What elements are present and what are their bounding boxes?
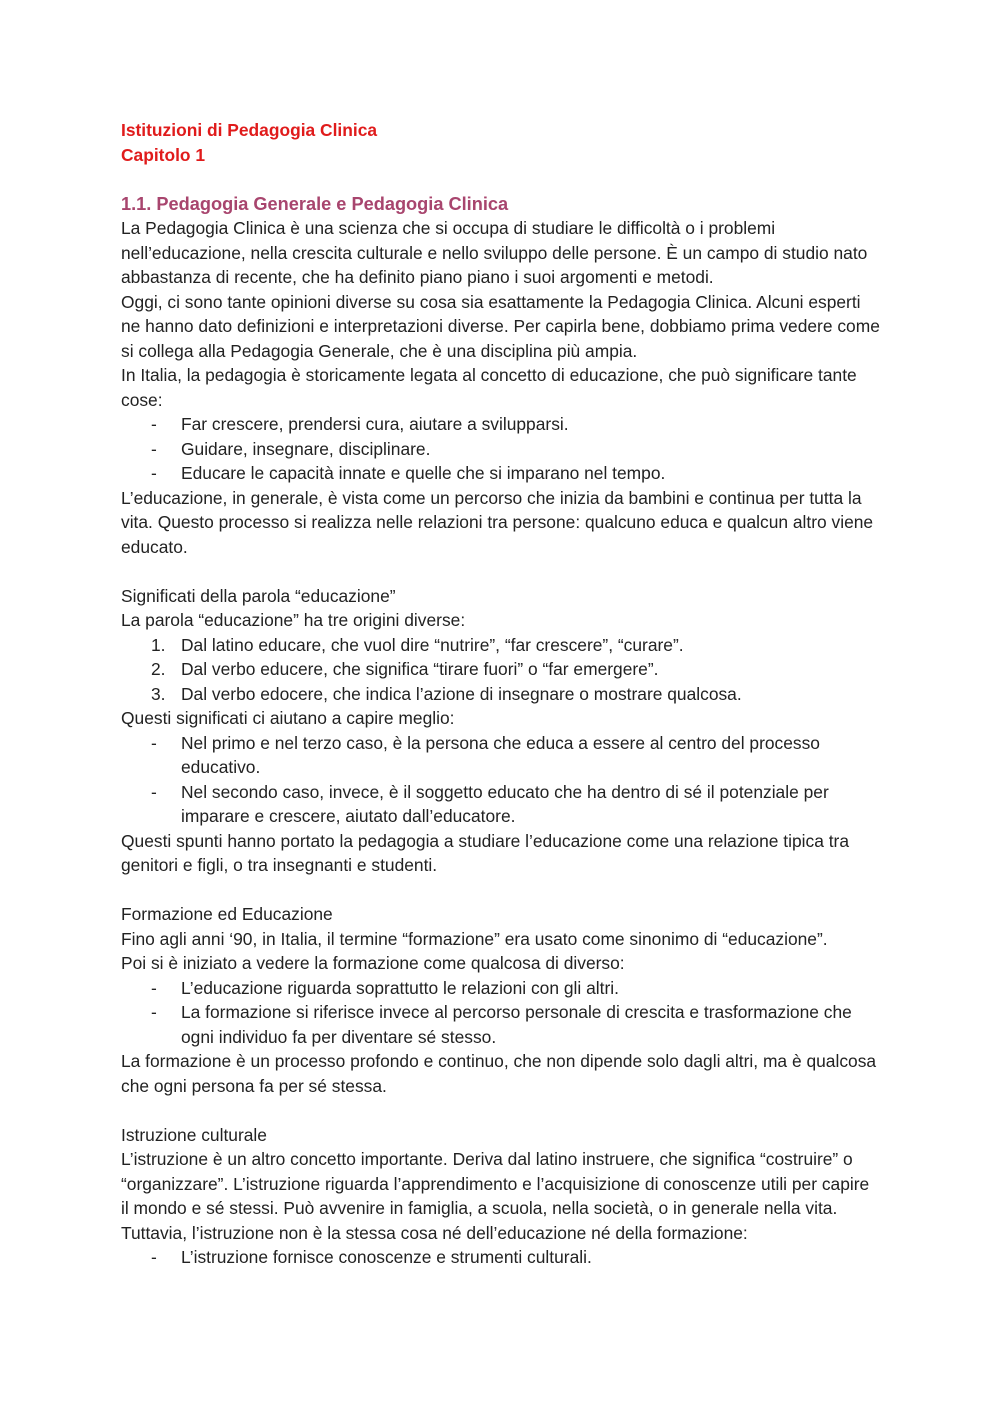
paragraph: La formazione è un processo profondo e continuo, che non dipende solo dagli altri, ma è qualcosa che ogni persona fa per sé stessa. <box>121 1051 877 1096</box>
list-item <box>121 682 880 707</box>
subsection-heading: Istruzione culturale <box>121 1124 267 1145</box>
spacer <box>121 878 880 903</box>
paragraph: Fino agli anni ‘90, in Italia, il termine “formazione” era usato come sinonimo di “educazione”. <box>121 928 828 949</box>
list-item <box>121 657 880 682</box>
list-item <box>121 731 880 780</box>
number-marker: 2. <box>151 659 166 679</box>
list-item <box>121 1245 880 1270</box>
list-item-text: Nel primo e nel terzo caso, è la persona che educa a essere al centro del processo educativo. <box>181 732 820 777</box>
subsection-heading: Significati della parola “educazione” <box>121 585 396 606</box>
bullet-marker: - <box>151 438 157 459</box>
list-item-text: L’educazione riguarda soprattutto le relazioni con gli altri. <box>181 977 619 998</box>
bullet-marker: - <box>151 977 157 998</box>
paragraph: Poi si è iniziato a vedere la formazione come qualcosa di diverso: <box>121 953 625 973</box>
list-item-text: L’istruzione fornisce conoscenze e strumenti culturali. <box>181 1247 592 1267</box>
paragraph: L’istruzione è un altro concetto importante. Deriva dal latino instruere, che significa “costruire” o “organizzare”. L’istruzione riguarda l’apprendimento e l’acquisizione di conoscenze utili per capire il mondo e sé stessi. Può avvenire in famiglia, a scuola, nella società, o in generale nella vita. <box>121 1149 870 1218</box>
spacer <box>121 1098 880 1123</box>
list-item-text: Dal latino educare, che vuol dire “nutrire”, “far crescere”, “curare”. <box>181 634 684 655</box>
bullet-marker: - <box>151 463 157 483</box>
paragraph: L’educazione, in generale, è vista come un percorso che inizia da bambini e continua per tutta la vita. Questo processo si realizza nelle relazioni tra persone: qualcuno educa e qualcun altro viene educato. <box>121 487 874 557</box>
document-title: Istituzioni di Pedagogia Clinica <box>121 120 378 140</box>
bullet-marker: - <box>151 1247 157 1267</box>
paragraph: Tuttavia, l’istruzione non è la stessa cosa né dell’educazione né della formazione: <box>121 1222 748 1243</box>
list-item <box>121 412 880 437</box>
numbered-list <box>121 633 880 707</box>
number-marker: 1. <box>151 634 166 655</box>
number-marker: 3. <box>151 683 166 704</box>
list-item-text: Dal verbo edocere, che indica l’azione di insegnare o mostrare qualcosa. <box>181 683 742 704</box>
list-item <box>121 976 880 1001</box>
bullet-list <box>121 412 880 486</box>
list-item <box>121 633 880 658</box>
bullet-marker: - <box>151 1002 157 1022</box>
spacer <box>121 559 880 584</box>
bullet-marker: - <box>151 781 157 802</box>
paragraph: In Italia, la pedagogia è storicamente legata al concetto di educazione, che può significare tante cose: <box>121 365 857 410</box>
bullet-marker: - <box>151 414 157 434</box>
list-item-text: La formazione si riferisce invece al percorso personale di crescita e trasformazione che ogni individuo fa per diventare sé stesso. <box>181 1002 852 1047</box>
paragraph: Oggi, ci sono tante opinioni diverse su cosa sia esattamente la Pedagogia Clinica. Alcuni esperti ne hanno dato definizioni e interpretazioni diverse. Per capirla bene, dobbiamo prima vedere come si collega alla Pedagogia Generale, che è una disciplina più ampia. <box>121 291 880 361</box>
chapter-label: Capitolo 1 <box>121 144 206 165</box>
section-heading: 1.1. Pedagogia Generale e Pedagogia Clinica <box>121 193 509 214</box>
list-item <box>121 437 880 462</box>
spacer <box>121 167 880 192</box>
list-item-text: Educare le capacità innate e quelle che si imparano nel tempo. <box>181 463 666 483</box>
list-item-text: Far crescere, prendersi cura, aiutare a svilupparsi. <box>181 414 569 434</box>
list-item <box>121 780 880 829</box>
paragraph: Questi significati ci aiutano a capire meglio: <box>121 708 455 728</box>
paragraph: Questi spunti hanno portato la pedagogia a studiare l’educazione come una relazione tipica tra genitori e figli, o tra insegnanti e studenti. <box>121 830 849 875</box>
paragraph: La parola “educazione” ha tre origini diverse: <box>121 610 466 630</box>
list-item-text: Nel secondo caso, invece, è il soggetto educato che ha dentro di sé il potenziale per imparare e crescere, aiutato dall’educatore. <box>181 781 829 826</box>
subsection-heading: Formazione ed Educazione <box>121 904 333 924</box>
bullet-marker: - <box>151 732 157 753</box>
paragraph: La Pedagogia Clinica è una scienza che si occupa di studiare le difficoltà o i problemi nell’educazione, nella crescita culturale e nello sviluppo delle persone. È un campo di studio nato abbastanza di recente, che ha definito piano piano i suoi argomenti e metodi. <box>121 218 868 287</box>
list-item-text: Dal verbo educere, che significa “tirare fuori” o “far emergere”. <box>181 659 659 679</box>
bullet-list <box>121 731 880 829</box>
bullet-list <box>121 1245 880 1270</box>
list-item-text: Guidare, insegnare, disciplinare. <box>181 438 431 459</box>
bullet-list <box>121 976 880 1050</box>
list-item <box>121 461 880 486</box>
list-item <box>121 1000 880 1049</box>
